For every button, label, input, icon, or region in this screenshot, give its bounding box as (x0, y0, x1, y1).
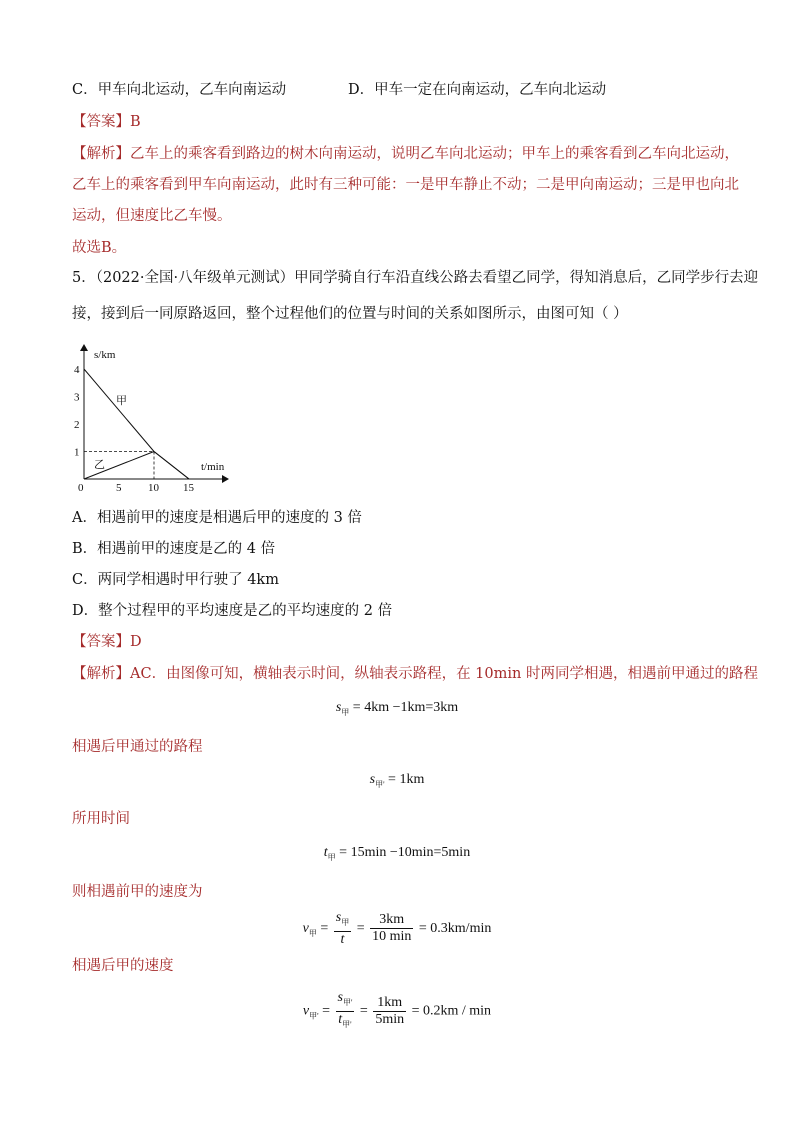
q5-stem-line-2: 接，接到后一同原路返回，整个过程他们的位置与时间的关系如图所示，由图可知（ ） (72, 306, 628, 322)
y-tick-label: 4 (74, 364, 80, 376)
origin-label: 0 (78, 482, 84, 494)
q5-analysis-line: 【解析】AC．由图像可知，横轴表示时间，纵轴表示路程，在 10min 时两同学相遇，相遇前甲通过的路程 (72, 666, 758, 682)
x-ticks (116, 482, 195, 494)
x-tick-label: 10 (148, 482, 159, 494)
text-speed-after: 相遇后甲的速度 (72, 958, 174, 974)
label-yi: 乙 (94, 459, 105, 471)
q4-analysis-line-3: 运动，但速度比乙车慢。 (72, 208, 232, 224)
q5-stem-line-1: 5．（2022·全国·八年级单元测试）甲同学骑自行车沿直线公路去看望乙同学，得知消息后，乙同学步行去迎 (72, 270, 759, 286)
x-tick-label: 15 (183, 482, 194, 494)
equation-time: $t_甲 = 15\min -10\min=5\min$ (323, 845, 471, 862)
q5-option-c: C．两同学相遇时甲行驶了 4km (72, 572, 279, 588)
x-axis-label: t/min (201, 461, 225, 473)
y-tick-label: 2 (74, 419, 80, 431)
y-tick-label: 1 (74, 446, 80, 459)
equation-s-after: $s_{甲'} = 1km$ (369, 772, 425, 789)
series-jia-segment (84, 369, 154, 452)
x-tick-label: 5 (116, 482, 122, 494)
y-tick-label: 3 (74, 391, 80, 404)
q4-answer: 【答案】B (72, 114, 141, 130)
option-c-prev: C．甲车向北运动，乙车向南运动 (72, 82, 287, 98)
q5-option-d: D．整个过程甲的平均速度是乙的平均速度的 2 倍 (72, 603, 393, 619)
equation-s-before: $s_甲 = 4km -1km=3km$ (335, 700, 459, 717)
equation-speed-before: $v_甲$ = $\frac{s_甲}{t}$ = $\frac{3km}{10 \min}$ = 0.3km/min (302, 910, 492, 947)
equation-speed-after: $v_{甲'}$ = $\frac{s_{甲'}}{t_{甲'}}$ = $\frac{1km}{5\min}$ = 0.2km / min (302, 990, 492, 1029)
y-ticks (74, 364, 80, 459)
q4-analysis-line-1: 【解析】乙车上的乘客看到路边的树木向南运动，说明乙车向北运动；甲车上的乘客看到乙车向北运动， (72, 146, 739, 162)
q5-option-a: A．相遇前甲的速度是相遇后甲的速度的 3 倍 (72, 510, 362, 526)
series-yi-segment (154, 452, 189, 480)
text-time: 所用时间 (72, 811, 130, 827)
text-after-distance: 相遇后甲通过的路程 (72, 739, 203, 755)
position-time-graph (70, 340, 245, 500)
q4-conclusion: 故选B。 (72, 240, 127, 256)
label-jia: 甲 (116, 395, 127, 407)
q4-analysis-line-2: 乙车上的乘客看到甲车向南运动，此时有三种可能：一是甲车静止不动；二是甲向南运动；三是甲也向北 (72, 177, 739, 193)
q5-answer: 【答案】D (72, 634, 142, 650)
option-d-prev: D．甲车一定在向南运动，乙车向北运动 (348, 82, 607, 98)
text-speed-before: 则相遇前甲的速度为 (72, 884, 203, 900)
q5-option-b: B．相遇前甲的速度是乙的 4 倍 (72, 541, 276, 557)
y-axis-label: s/km (94, 349, 116, 361)
